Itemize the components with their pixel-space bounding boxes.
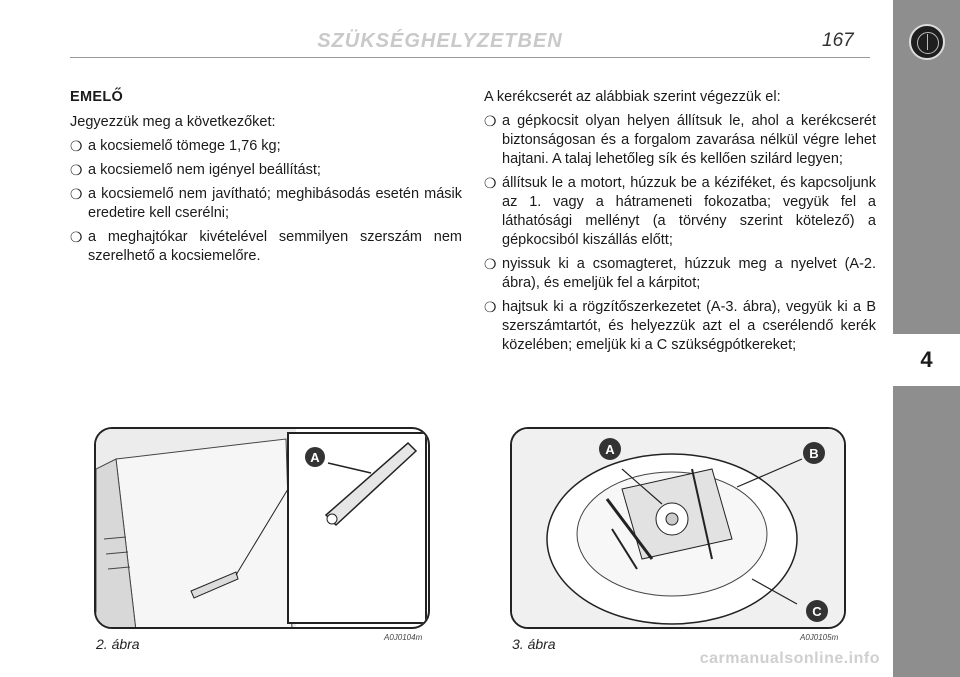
figure-label: A <box>605 442 615 457</box>
bullet-icon: ❍ <box>484 299 497 315</box>
page-header-title: SZÜKSÉGHELYZETBEN <box>317 30 563 52</box>
bullet-icon: ❍ <box>70 162 83 178</box>
intro-text: A kerékcserét az alábbiak szerint végezzük el: <box>484 89 781 105</box>
alfa-romeo-logo-icon <box>909 24 945 60</box>
figure-code: A0J0105m <box>800 633 839 642</box>
bullet-icon: ❍ <box>484 256 497 272</box>
chapter-tab[interactable]: 4 <box>893 334 960 386</box>
left-column <box>70 88 462 271</box>
figure-label: C <box>812 604 822 619</box>
figure-spare-wheel <box>510 427 846 629</box>
trunk-illustration <box>96 429 430 629</box>
list-item: ❍ a meghajtókar kivételével semmilyen szerszám nem szerelhető a kocsiemelőre. <box>70 229 462 264</box>
figure-caption: 2. ábra <box>96 636 140 652</box>
bullet-icon: ❍ <box>70 186 83 202</box>
right-column <box>484 88 876 360</box>
bullet-list <box>70 137 462 266</box>
list-item: ❍ hajtsuk ki a rögzítőszerkezetet (A-3. ábra), vegyük ki a B szerszámtartót, és helyezzük azt el a cserélendő kerék közelében; emeljük ki a C szükségpótkereket; <box>484 299 876 353</box>
list-item: ❍ a gépkocsit olyan helyen állítsuk le, ahol a kerékcserét biztonságosan és a forgalom zavarása nélkül végre lehet hajtani. A talaj lehetőleg sík és kellően szilárd legyen; <box>484 113 876 167</box>
list-item: ❍ a kocsiemelő nem javítható; meghibásodás esetén másik eredetire kell cserélni; <box>70 186 462 221</box>
list-item: ❍ nyissuk ki a csomagteret, húzzuk meg a nyelvet (A-2. ábra), és emeljük fel a kárpitot; <box>484 256 876 291</box>
bullet-icon: ❍ <box>70 138 83 154</box>
intro-text: Jegyezzük meg a következőket: <box>70 114 276 130</box>
list-item: ❍ a kocsiemelő tömege 1,76 kg; <box>70 138 281 154</box>
bullet-icon: ❍ <box>484 175 497 191</box>
figure-trunk-floor <box>94 427 430 629</box>
list-item: ❍ állítsuk le a motort, húzzuk be a kéziféket, és kapcsoljunk az 1. vagy a hátrameneti fokozatba; vegyük fel a láthatósági mellényt (a törvény szerint kötelező) a gépkocsiból kiszállás előtt; <box>484 175 876 248</box>
header-divider <box>70 57 870 58</box>
bullet-icon: ❍ <box>484 113 497 129</box>
section-heading: EMELŐ <box>70 89 124 105</box>
bullet-icon: ❍ <box>70 229 83 245</box>
figure-caption: 3. ábra <box>512 636 556 652</box>
figure-code: A0J0104m <box>384 633 423 642</box>
figure-label: A <box>310 450 320 465</box>
figure-label: B <box>809 446 819 461</box>
spare-wheel-illustration <box>512 429 846 629</box>
list-item: ❍ a kocsiemelő nem igényel beállítást; <box>70 162 321 178</box>
page-number: 167 <box>822 30 854 51</box>
bullet-list <box>484 112 876 355</box>
watermark: carmanualsonline.info <box>699 650 880 667</box>
